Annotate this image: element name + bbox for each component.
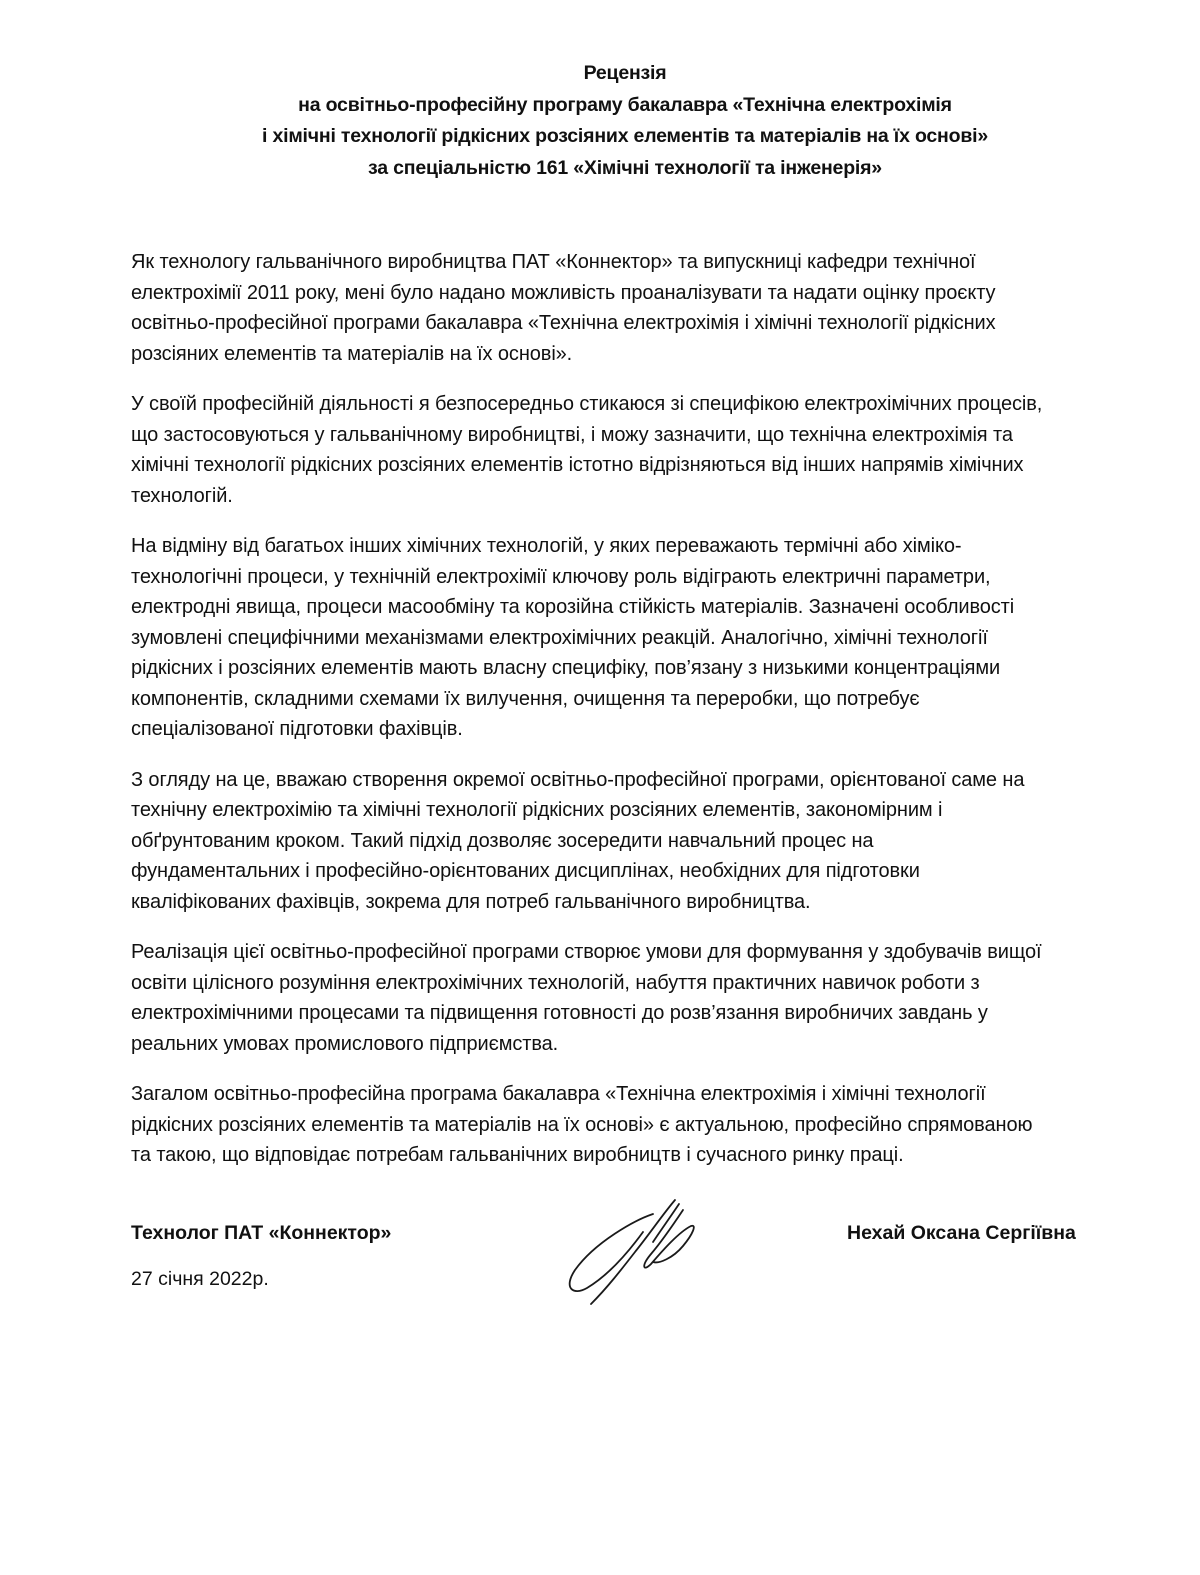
paragraph-line: зумовлені специфічними механізмами електрохімічних реакцій. Аналогічно, хімічні технології <box>131 626 988 649</box>
paragraph <box>131 247 1121 369</box>
document-subtitle-line: на освітньо-професійну програму бакалавра «Технічна електрохімія <box>298 93 952 116</box>
paragraph <box>131 1079 1121 1171</box>
paragraph <box>131 531 1121 745</box>
signer-name: Нехай Оксана Сергіївна <box>847 1222 1076 1244</box>
paragraph-line: технологічні процеси, у технічній електрохімії ключову роль відіграють електричні параметри, <box>131 565 991 588</box>
paragraph-line: Як технологу гальванічного виробництва ПАТ «Коннектор» та випускниці кафедри технічної <box>131 251 976 273</box>
paragraph-line: освітньо-професійної програми бакалавра «Технічна електрохімія і хімічні технології рідкісних <box>131 312 996 334</box>
paragraph-line: технічну електрохімію та хімічні технології рідкісних розсіяних елементів, закономірним і <box>131 799 943 821</box>
paragraph-line: рідкісних розсіяних елементів та матеріалів на їх основі» є актуальною, професійно спрямованою <box>131 1113 1033 1136</box>
paragraph-line: технологій. <box>131 484 233 507</box>
paragraph-line: кваліфікованих фахівців, зокрема для потреб гальванічного виробництва. <box>131 890 811 913</box>
signer-position: Технолог ПАТ «Коннектор» <box>131 1222 392 1244</box>
paragraph-line: електродні явища, процеси масообміну та корозійна стійкість матеріалів. Зазначені особливості <box>131 596 1015 618</box>
handwritten-signature-icon <box>555 1192 705 1307</box>
paragraph-line: хімічні технології рідкісних розсіяних елементів істотно відрізняються від інших напрямів хімічних <box>131 454 1024 476</box>
paragraph-line: рідкісних і розсіяних елементів мають власну специфіку, пов’язану з низькими концентраціями <box>131 657 1001 679</box>
document-subtitle-line: за спеціальністю 161 «Хімічні технології та інженерія» <box>368 156 882 179</box>
document-title: Рецензія <box>583 62 667 84</box>
paragraph-line: компонентів, складними схемами їх вилучення, очищення та переробки, що потребує <box>131 687 920 710</box>
paragraph-line: Загалом освітньо-професійна програма бакалавра «Технічна електрохімія і хімічні технології <box>131 1083 986 1105</box>
paragraph-line: електрохімічними процесами та підвищення готовності до розв’язання виробничих завдань у <box>131 1002 988 1024</box>
paragraph-line: На відміну від багатьох інших хімічних технологій, у яких переважають термічні або хіміко- <box>131 535 962 557</box>
paragraph-line: реальних умовах промислового підприємства. <box>131 1032 559 1055</box>
paragraph-line: освіти цілісного розуміння електрохімічних технологій, набуття практичних навичок роботи з <box>131 971 980 994</box>
signature-date: 27 січня 2022р. <box>131 1268 269 1290</box>
paragraph <box>131 389 1121 511</box>
paragraph-line: та такою, що відповідає потребам гальванічних виробництв і сучасного ринку праці. <box>131 1144 904 1166</box>
paragraph-line: фундаментальних і професійно-орієнтованих дисциплінах, необхідних для підготовки <box>131 860 920 882</box>
paragraph-line: електрохімії 2011 року, мені було надано можливість проаналізувати та надати оцінку проєкту <box>131 281 996 304</box>
paragraph-line: З огляду на це, вважаю створення окремої освітньо-професійної програми, орієнтованої саме на <box>131 768 1025 791</box>
document-body <box>131 247 1121 1191</box>
paragraph-line: розсіяних елементів та матеріалів на їх основі». <box>131 342 573 365</box>
paragraph-line: що застосовуються у гальванічному виробництві, і можу зазначити, що технічна електрохімія та <box>131 423 1013 446</box>
paragraph-line: спеціалізованої підготовки фахівців. <box>131 718 463 740</box>
paragraph-line: обґрунтованим кроком. Такий підхід дозволяє зосередити навчальний процес на <box>131 829 874 852</box>
paragraph-line: Реалізація цієї освітньо-професійної програми створює умови для формування у здобувачів вищої <box>131 941 1042 963</box>
paragraph-line: У своїй професійній діяльності я безпосередньо стикаюся зі специфікою електрохімічних процесів, <box>131 393 1043 415</box>
paragraph <box>131 765 1121 918</box>
document-header <box>120 58 1130 184</box>
paragraph <box>131 937 1121 1059</box>
document-subtitle-line: і хімічні технології рідкісних розсіяних елементів та матеріалів на їх основі» <box>262 125 988 147</box>
